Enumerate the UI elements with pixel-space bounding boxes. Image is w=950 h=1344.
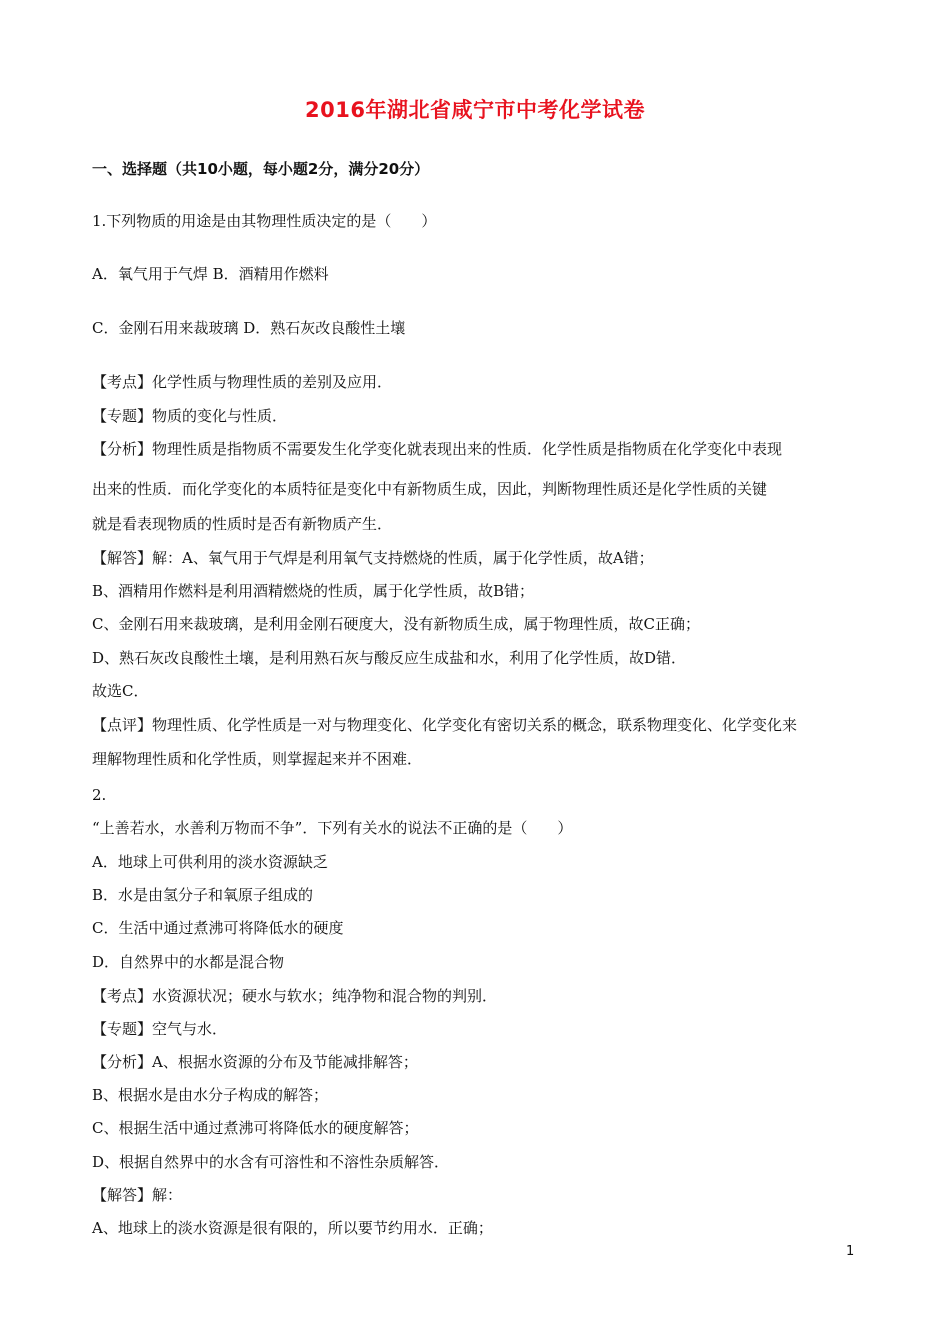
q2-kaodian: 【考点】水资源状况；硬水与软水；纯净物和混合物的判别． [92, 987, 498, 1005]
q1-answer: 故选C． [92, 682, 149, 700]
q2-option-c: C．生活中通过煮沸可将降低水的硬度 [92, 919, 344, 937]
q1-solution-line-2: B、酒精用作燃料是利用酒精燃烧的性质，属于化学性质，故B错； [92, 582, 535, 600]
q2-option-d: D．自然界中的水都是混合物 [92, 953, 285, 971]
q1-comment-line-2: 理解物理性质和化学性质，则掌握起来并不困难． [92, 750, 423, 768]
section-heading: 一、选择题（共10小题，每小题2分，满分20分） [92, 160, 430, 178]
q1-options-cd: C．金刚石用来裁玻璃 D．熟石灰改良酸性土壤 [92, 319, 406, 337]
q2-stem: “上善若水，水善利万物而不争”．下列有关水的说法不正确的是（ ） [92, 819, 573, 837]
q1-kaodian: 【考点】化学性质与物理性质的差别及应用． [92, 373, 393, 391]
q2-analysis-b: B、根据水是由水分子构成的解答； [92, 1086, 329, 1104]
q1-stem: 1.下列物质的用途是由其物理性质决定的是（ ） [92, 212, 437, 230]
q1-options-ab: A．氧气用于气焊 B．酒精用作燃料 [92, 265, 329, 283]
q1-zhuanti: 【专题】物质的变化与性质． [92, 407, 288, 425]
q1-analysis-line-2: 出来的性质．而化学变化的本质特征是变化中有新物质生成，因此，判断物理性质还是化学性质的关键 [92, 480, 768, 498]
q1-solution-line-3: C、金刚石用来裁玻璃，是利用金刚石硬度大，没有新物质生成，属于物理性质，故C正确； [92, 615, 700, 633]
q2-solution-heading: 【解答】解： [92, 1186, 183, 1204]
q2-analysis-a: 【分析】A、根据水资源的分布及节能减排解答； [92, 1053, 418, 1071]
q2-analysis-d: D、根据自然界中的水含有可溶性和不溶性杂质解答． [92, 1153, 450, 1171]
q1-comment-line-1: 【点评】物理性质、化学性质是一对与物理变化、化学变化有密切关系的概念，联系物理变化、化学变化来 [92, 716, 798, 734]
q1-solution-line-1: 【解答】解：A、氧气用于气焊是利用氧气支持燃烧的性质，属于化学性质，故A错； [92, 549, 654, 567]
q2-option-b: B．水是由氢分子和氧原子组成的 [92, 886, 314, 904]
page-number: 1 [846, 1244, 855, 1259]
exam-title: 2016年湖北省咸宁市中考化学试卷 [305, 98, 645, 122]
q2-option-a: A．地球上可供利用的淡水资源缺乏 [92, 853, 328, 871]
q2-analysis-c: C、根据生活中通过煮沸可将降低水的硬度解答； [92, 1119, 419, 1137]
q2-zhuanti: 【专题】空气与水． [92, 1020, 228, 1038]
q2-solution-a: A、地球上的淡水资源是很有限的，所以要节约用水．正确； [92, 1219, 493, 1237]
q1-analysis-line-3: 就是看表现物质的性质时是否有新物质产生． [92, 515, 393, 533]
q1-solution-line-4: D、熟石灰改良酸性土壤，是利用熟石灰与酸反应生成盐和水，利用了化学性质，故D错． [92, 649, 687, 667]
q2-number: 2. [92, 786, 107, 804]
q1-analysis-line-1: 【分析】物理性质是指物质不需要发生化学变化就表现出来的性质．化学性质是指物质在化学变化中表现 [92, 440, 783, 458]
